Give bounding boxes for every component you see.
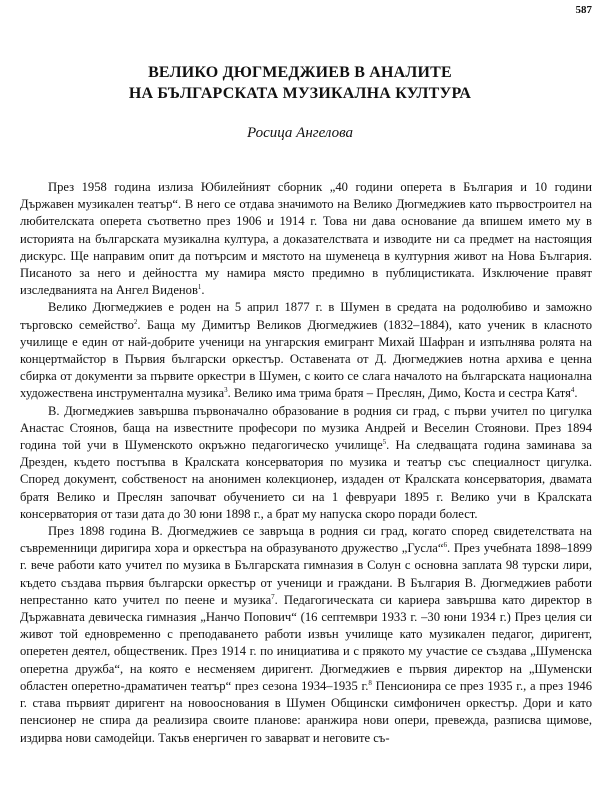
paragraph-text: Пенсионира се през 1935 г., а през 1946 г. става първият диригент на новооснования в Шумен Общински симфоничен оркестър. Дори и като пенсионер не спира да реализира своите планове: аранжира нови опери, превежда, разписва щимове, издирва нови самодейци. Такъв енергичен го заварват и неговите съ-: [20, 678, 593, 745]
paragraph-text: .: [201, 283, 205, 298]
paragraph-text: Велико Дюгмеджиев е роден на 5 април 1877 г. в Шумен в средата на родолюбиво и заможно търговско семейство: [20, 300, 592, 332]
footnote-marker: 7: [271, 592, 275, 601]
footnote-marker: 4: [570, 386, 575, 395]
article-title: [0, 62, 600, 104]
paragraph: [20, 523, 592, 747]
footnote-marker: 1: [197, 283, 202, 292]
title-line-2: НА БЪЛГАРСКАТА МУЗИКАЛНА КУЛТУРА: [128, 85, 472, 102]
paragraph-text: . През учебната 1898–1899 г. вече работи като учител по музика в Българската гимназия в Солун с основна заплата 98 турски лири, където създава първия български оркестър от ученици и граждани. В България В. Дюгмеджиев работи непрестанно като учител по пеене и музика: [20, 541, 592, 607]
paragraph: [20, 299, 592, 402]
paragraph-text: В. Дюгмеджиев завършва първоначално образование в родния си град, с първи учител по цигулка Анастас Стоянов, баща на известните професори по музика Андрей и Веселин Стоянови. През 1894 година той учи в Шуменското окръжно педагогическо училище: [20, 403, 592, 453]
paragraph-text: . Педагогическата си кариера завършва като директор в Държавната девическа гимназия „Нанчо Попович“ (16 септември 1933 г. –30 юни 1934 г.) През целия си живот той едновременно с преподаването работи извън училище като музикален педагог, диригент, оперетен деятел, общественик. През 1914 г. по инициатива и с прякото му участие се създава „Шуменска оперетна дружба“, на която е несменяем диригент. Дюгмеджиев е първия директор на „Шуменски областен оперетно-драматичен театър“ през сезона 1934–1935 г.: [20, 592, 592, 693]
footnote-marker: 6: [443, 541, 447, 550]
footnote-marker: 5: [382, 437, 387, 446]
paragraph-text: През 1898 година В. Дюгмеджиев се завръща в родния си град, когато според свидетелствата на съвременници диригира хора и оркестъра на образуваното дружество „Гусла“: [20, 524, 592, 556]
article-body: [20, 179, 592, 747]
paragraph-text: През 1958 година излиза Юбилейният сборник „40 години оперета в България и 10 години Държавен музикален театър“. В него се отдава значимото на Велико Дюгмеджиев като първостроител на любителската оперета съответно през 1906 и 1914 г. Това ни дава основание да впишем името му в историята на българската музикална култура, а доказателствата и изводите ни са предмет на настоящия дискурс. Ще направим опит да потърсим и мястото на шуменеца в културния живот на Нова България. Писаното за него и дейността му намира място предимно в публицистиката. Изключение правят изследванията на Ангел Виденов: [20, 180, 592, 298]
footnote-marker: 3: [224, 386, 228, 395]
paragraph-text: . Велико има трима братя – Преслян, Димо, Коста и сестра Катя: [227, 386, 571, 401]
paragraph-text: . Баща му Димитър Великов Дюгмеджиев (1832–1884), като ученик в класното училище е един от най-добрите ученици на унгарския емигрант Михай Шафран и изпълнява ролята на концертмайстор в Първия български оркестър. Оставената от Д. Дюгмеджиев нотна архива е ценна сбирка от документи за първите оркестри в Шумен, с които се слага началото на българската национална художествена инструментална музика: [20, 317, 592, 401]
footnote-marker: 8: [368, 678, 372, 687]
page-number: 587: [575, 4, 592, 16]
footnote-marker: 2: [133, 317, 138, 326]
paragraph-text: . На следващата година заминава за Дрезден, където постъпва в Кралската консерватория по музика и театър със специалност цигулка. Според документ, собственост на анонимен колекционер, издаден от Кралската консерватория, двамата братя Велико и Преслян започват обучението си на 1 февруари 1895 г. Велико учи в Кралската консерватория от тази дата до 30 юни 1898 г., а брат му напуска скоро поради болест.: [20, 438, 592, 521]
paragraph-text: .: [574, 386, 578, 401]
paragraph: [20, 403, 592, 523]
title-line-1: ВЕЛИКО ДЮГМЕДЖИЕВ В АНАЛИТЕ: [148, 64, 452, 81]
paragraph: [20, 179, 592, 299]
article-author: Росица Ангелова: [246, 125, 354, 141]
